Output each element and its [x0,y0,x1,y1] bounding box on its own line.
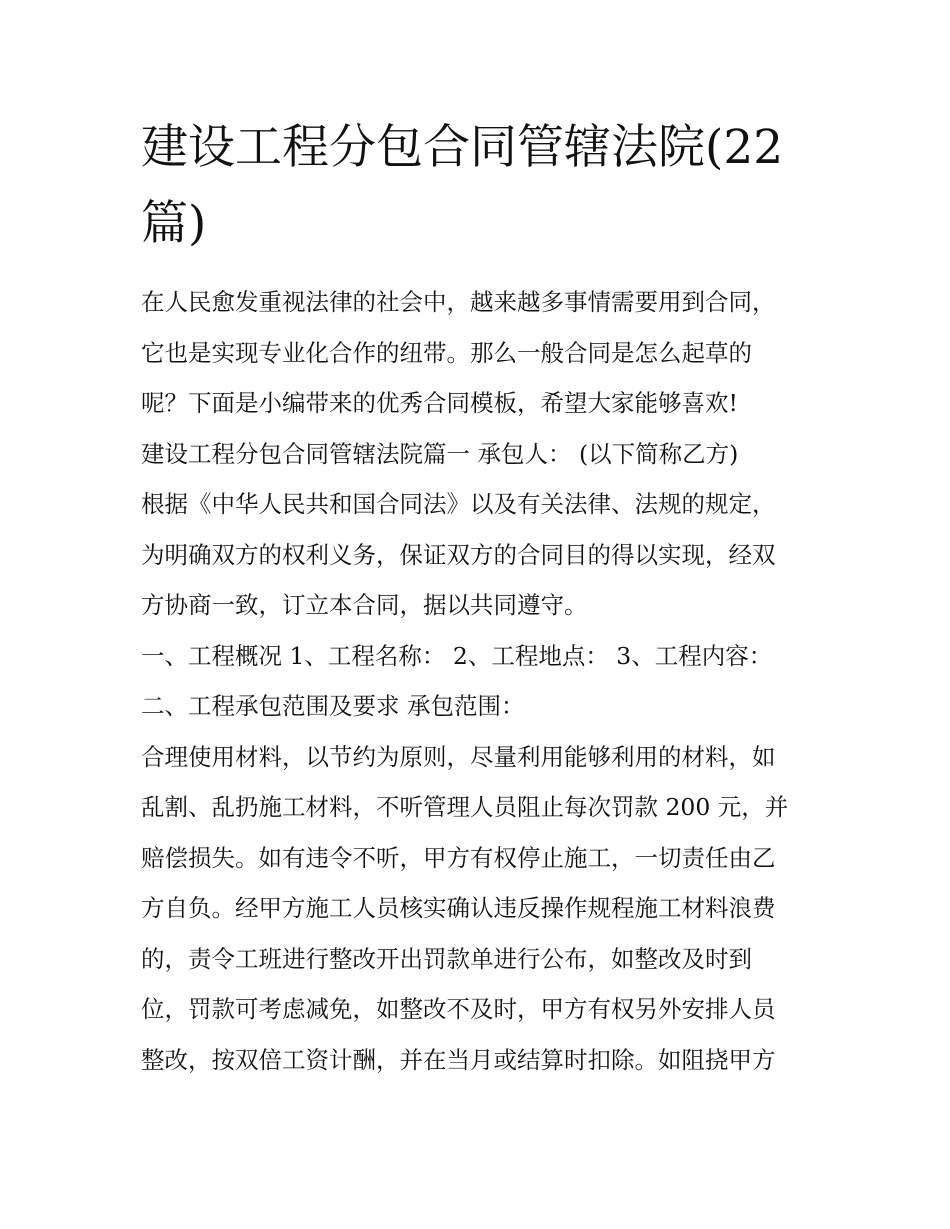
body-line: 呢？下面是小编带来的优秀合同模板，希望大家能够喜欢! [141,389,738,417]
body-line: 方自负。经甲方施工人员核实确认违反操作规程施工材料浪费 [141,894,776,922]
body-line: 整改，按双倍工资计酬，并在当月或结算时扣除。如阻挠甲方 [141,1045,776,1074]
document-title: 建设工程分包合同管辖法院(22篇) [141,120,784,251]
body-line: 方协商一致，订立本合同，据以共同遵守。 [141,591,588,619]
body-line: 根据《中华人民共和国合同法》以及有关法律、法规的规定， [141,490,776,518]
body-line: 合理使用材料，以节约为原则，尽量利用能够利用的材料，如 [141,742,776,771]
body-line: 赔偿损失。如有违令不听，甲方有权停止施工，一切责任由乙 [141,843,776,872]
document-body [141,283,821,1091]
body-line: 在人民愈发重视法律的社会中，越来越多事情需要用到合同， [141,288,776,316]
body-line: 乱割、乱扔施工材料，不听管理人员阻止每次罚款 200 元，并 [141,793,789,821]
body-line: 它也是实现专业化合作的纽带。那么一般合同是怎么起草的 [141,338,752,367]
clause-line: 一、工程概况 1、工程名称： 2、工程地点： 3、工程内容： [141,641,773,670]
clause-line: 二、工程承包范围及要求 承包范围： [141,692,525,720]
body-line: 为明确双方的权利义务，保证双方的合同目的得以实现，经双 [141,540,776,569]
section-heading-line: 建设工程分包合同管辖法院篇一 承包人： (以下简称乙方) [141,439,739,468]
body-line: 位，罚款可考虑减免，如整改不及时，甲方有权另外安排人员 [141,995,776,1023]
body-line: 的，责令工班进行整改开出罚款单进行公布，如整改及时到 [141,944,752,973]
